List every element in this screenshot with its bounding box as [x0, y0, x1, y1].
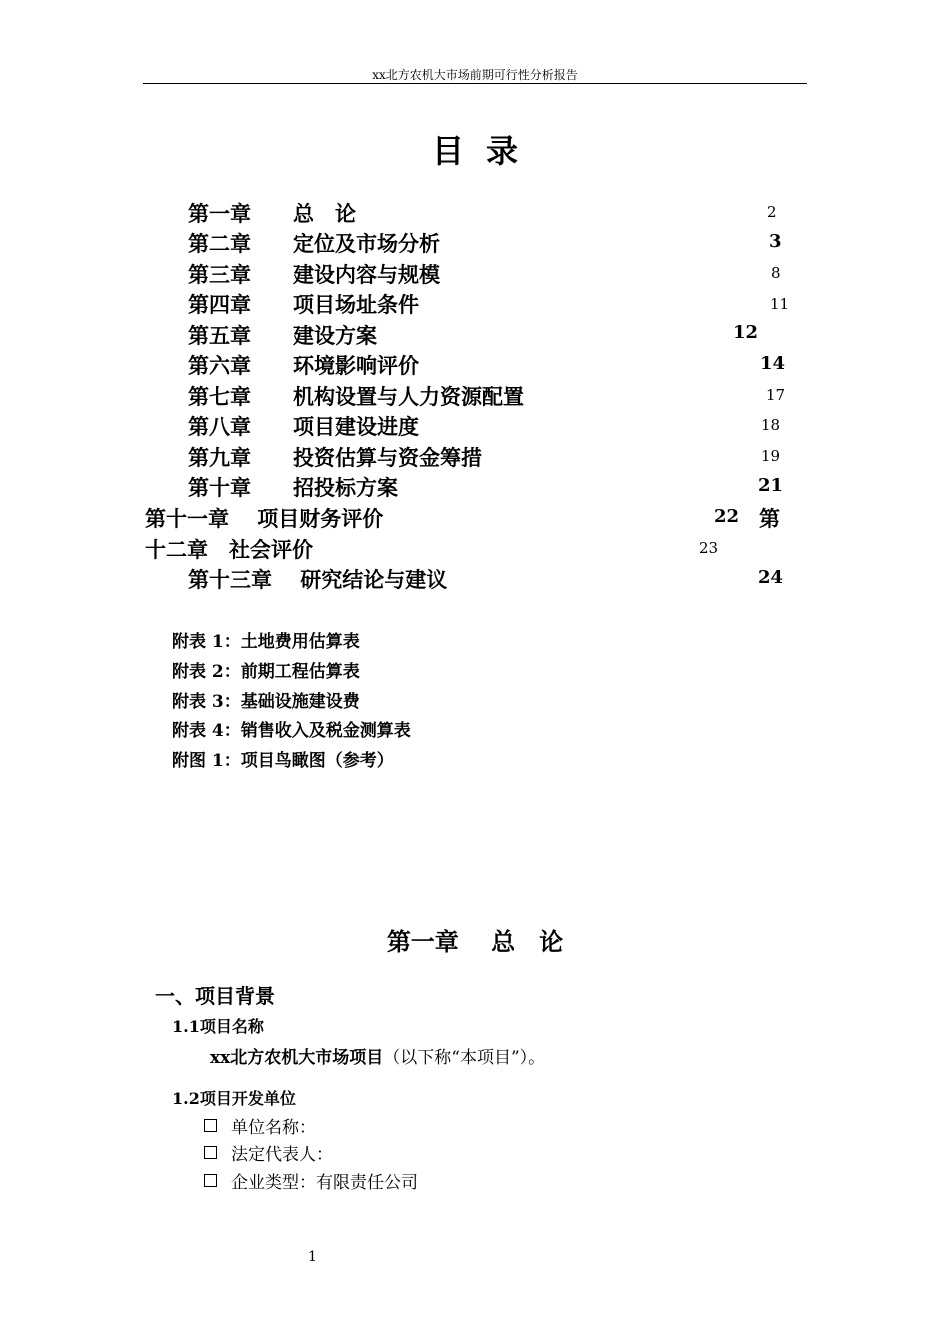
chapter-heading: 第一章 总 论	[386, 927, 564, 956]
toc-entry-7[interactable]: 第七章 机构设置与人力资源配置	[188, 384, 524, 409]
toc-entry-5[interactable]: 第五章 建设方案	[188, 323, 377, 348]
running-header: xx北方农机大市场前期可行性分析报告	[372, 68, 578, 82]
appendix-item-2[interactable]: 附表 2：前期工程估算表	[172, 662, 360, 682]
checklist-item-label: 单位名称：	[231, 1118, 316, 1138]
toc-entry-4[interactable]: 第四章 项目场址条件	[188, 292, 419, 317]
toc-entry-1[interactable]: 第一章 总 论	[188, 201, 356, 226]
toc-page-5: 12	[733, 322, 759, 343]
toc-page-12: 23	[699, 539, 719, 557]
toc-entry-11[interactable]: 第十一章 项目财务评价	[145, 506, 384, 531]
toc-page-10: 21	[758, 475, 784, 496]
project-name-line	[210, 1043, 545, 1068]
toc-entry-13[interactable]: 第十三章 研究结论与建议	[188, 567, 448, 592]
toc-entry-8[interactable]: 第八章 项目建设进度	[188, 414, 419, 439]
toc-page-6: 14	[760, 353, 786, 374]
subsection-heading-1-1: 1.1项目名称	[172, 1017, 264, 1036]
checklist-item	[204, 1168, 418, 1193]
toc-entry-11-wrap: 第	[759, 506, 780, 531]
toc-page-11: 22	[714, 506, 740, 527]
toc-entry-9[interactable]: 第九章 投资估算与资金筹措	[188, 445, 482, 470]
toc-entry-6[interactable]: 第六章 环境影响评价	[188, 353, 419, 378]
toc-title: 目录	[431, 132, 540, 170]
toc-page-4: 11	[770, 295, 790, 313]
toc-page-8: 18	[761, 416, 781, 434]
toc-page-9: 19	[761, 447, 781, 465]
toc-entry-12[interactable]: 十二章 社会评价	[145, 537, 313, 562]
project-name: xx北方农机大市场项目	[210, 1048, 384, 1068]
toc-entry-3[interactable]: 第三章 建设内容与规模	[188, 262, 440, 287]
appendix-item-1[interactable]: 附表 1：土地费用估算表	[172, 632, 360, 652]
toc-entry-10[interactable]: 第十章 招投标方案	[188, 475, 398, 500]
checkbox-icon	[204, 1146, 217, 1159]
toc-page-1: 2	[767, 203, 777, 221]
page-number: 1	[308, 1249, 317, 1265]
toc-page-2: 3	[769, 231, 782, 252]
toc-page-13: 24	[758, 567, 784, 588]
project-name-suffix: （以下称“本项目”）。	[383, 1048, 546, 1068]
checkbox-icon	[204, 1174, 217, 1187]
toc-page-7: 17	[766, 386, 786, 404]
toc-page-3: 8	[771, 264, 781, 282]
appendix-item-4[interactable]: 附表 4：销售收入及税金测算表	[172, 721, 411, 741]
section-heading: 一、项目背景	[155, 984, 275, 1008]
appendix-item-3[interactable]: 附表 3：基础设施建设费	[172, 692, 360, 712]
checklist-item	[204, 1140, 333, 1165]
toc-entry-2[interactable]: 第二章 定位及市场分析	[188, 231, 440, 256]
checklist-item-label: 法定代表人：	[231, 1145, 333, 1165]
header-rule	[143, 83, 807, 84]
checkbox-icon	[204, 1119, 217, 1132]
checklist-item-label: 企业类型：有限责任公司	[231, 1173, 418, 1193]
checklist-item	[204, 1113, 316, 1138]
subsection-heading-1-2: 1.2项目开发单位	[172, 1089, 296, 1108]
appendix-item-5[interactable]: 附图 1：项目鸟瞰图（参考）	[172, 751, 394, 771]
